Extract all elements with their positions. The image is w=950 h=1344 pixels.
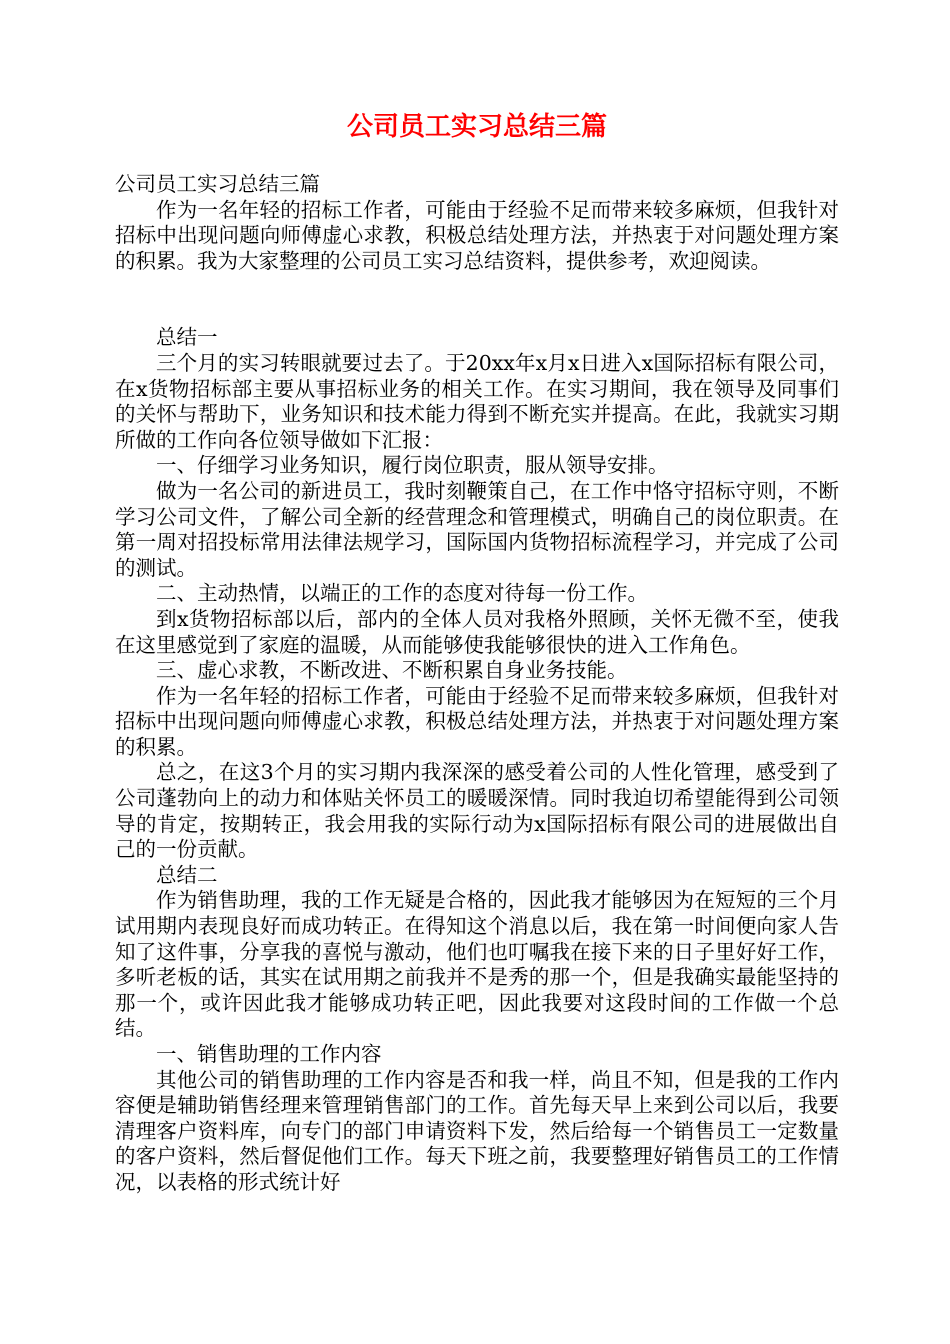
paragraph-intro: 作为一名年轻的招标工作者，可能由于经验不足而带来较多麻烦，但我针对招标中出现问题向师傅虚心求教，积极总结处理方法，并热衷于对问题处理方案的积累。我为大家整理的公司员工实习总结资料，提供参考，欢迎阅读。 — [115, 197, 839, 273]
paragraph-heading: 公司员工实习总结三篇 — [115, 172, 320, 196]
paragraph: 三个月的实习转眼就要过去了。于20xx年x月x日进入x国际招标有限公司，在x货物招标部主要从事招标业务的相关工作。在实习期间，我在领导及同事们的关怀与帮助下，业务知识和技术能力得到不断充实并提高。在此，我就实习期所做的工作向各位领导做如下汇报： — [115, 350, 839, 452]
paragraph: 作为销售助理，我的工作无疑是合格的，因此我才能够因为在短短的三个月试用期内表现良好而成功转正。在得知这个消息以后，我在第一时间便向家人告知了这件事，分享我的喜悦与激动，他们也叮嘱我在接下来的日子里好好工作，多听老板的话，其实在试用期之前我并不是秀的那一个，但是我确实最能坚持的那一个，或许因此我才能够成功转正吧，因此我要对这段时间的工作做一个总结。 — [115, 888, 839, 1041]
paragraph: 其他公司的销售助理的工作内容是否和我一样，尚且不知，但是我的工作内容便是辅助销售经理来管理销售部门的工作。首先每天早上来到公司以后，我要清理客户资料库，向专门的部门申请资料下发，然后给每一个销售员工一定数量的客户资料，然后督促他们工作。每天下班之前，我要整理好销售员工的工作情况，以表格的形式统计好 — [115, 1067, 839, 1194]
paragraph: 做为一名公司的新进员工，我时刻鞭策自己，在工作中恪守招标守则，不断学习公司文件，了解公司全新的经营理念和管理模式，明确自己的岗位职责。在第一周对招投标常用法律法规学习，国际国内货物招标流程学习，并完成了公司的测试。 — [115, 478, 839, 580]
subheading: 一、销售助理的工作内容 — [156, 1042, 382, 1066]
subheading: 一、仔细学习业务知识，履行岗位职责，服从领导安排。 — [156, 453, 669, 478]
document-title: 公司员工实习总结三篇 — [346, 112, 607, 142]
paragraph: 到x货物招标部以后，部内的全体人员对我格外照顾，关怀无微不至，使我在这里感觉到了家庭的温暖，从而能够使我能够很快的进入工作角色。 — [115, 606, 839, 657]
paragraph: 总之，在这3个月的实习期内我深深的感受着公司的人性化管理，感受到了公司蓬勃向上的动力和体贴关怀员工的暖暖深情。同时我迫切希望能得到公司领导的肯定，按期转正，我会用我的实际行动为x国际招标有限公司的进展做出自己的一份贡献。 — [115, 760, 839, 862]
section-heading-summary-two: 总结二 — [156, 862, 218, 887]
section-heading-summary-one: 总结一 — [156, 325, 218, 350]
document-body — [115, 172, 839, 1196]
subheading: 三、虚心求教，不断改进、不断积累自身业务技能。 — [156, 658, 628, 683]
subheading: 二、主动热情，以端正的工作的态度对待每一份工作。 — [156, 581, 648, 606]
paragraph: 作为一名年轻的招标工作者，可能由于经验不足而带来较多麻烦，但我针对招标中出现问题向师傅虚心求教，积极总结处理方法，并热衷于对问题处理方案的积累。 — [115, 683, 839, 759]
blank-space — [115, 274, 839, 325]
